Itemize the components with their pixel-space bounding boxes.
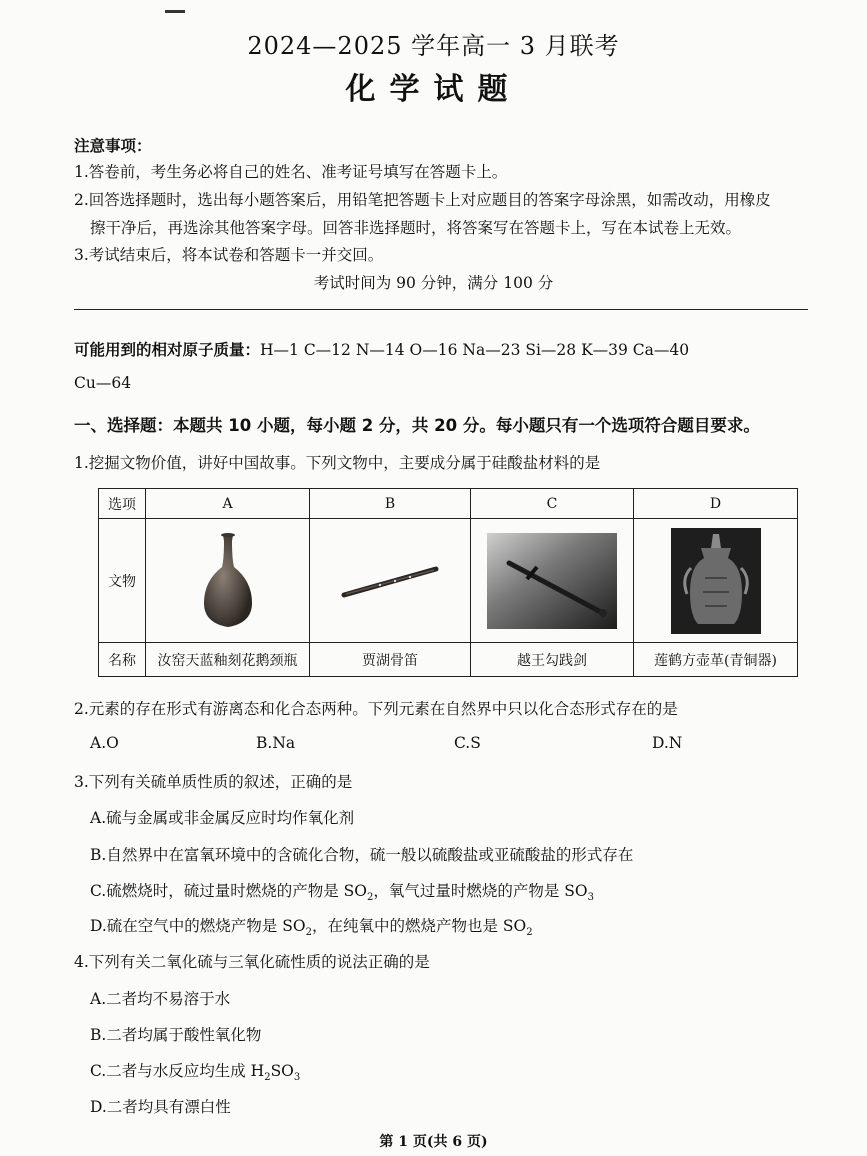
artifact-a-name: 汝窑天蓝釉刻花鹅颈瓶 xyxy=(146,643,310,677)
notice-item-1: 1.答卷前，考生务必将自己的姓名、准考证号填写在答题卡上。 xyxy=(74,163,508,181)
bone-flute-image xyxy=(340,561,440,601)
artifact-c-name: 越王勾践剑 xyxy=(471,643,634,677)
row-label-option: 选项 xyxy=(99,489,146,519)
q4-option-a: A.二者均不易溶于水 xyxy=(90,990,231,1008)
atomic-masses-values: H—1 C—12 N—14 O—16 Na—23 Si—28 K—39 Ca—40 xyxy=(260,341,690,359)
notice-item-3: 3.考试结束后，将本试卷和答题卡一并交回。 xyxy=(74,246,384,264)
q2-option-d: D.N xyxy=(652,734,683,752)
exam-time: 考试时间为 90 分钟，满分 100 分 xyxy=(313,274,554,292)
q4-option-c: C.二者与水反应均生成 $H_2SO_3$ xyxy=(90,1062,301,1084)
artifact-d-cell xyxy=(634,519,798,643)
vase-image xyxy=(198,531,258,631)
artifact-b-name: 贾湖骨笛 xyxy=(310,643,471,677)
q4-option-d: D.二者均具有漂白性 xyxy=(90,1098,231,1116)
option-c-header: C xyxy=(471,489,634,519)
q3-stem: 3.下列有关硫单质性质的叙述，正确的是 xyxy=(74,773,353,791)
bronze-pot-image xyxy=(671,528,761,634)
artifact-d-name: 莲鹤方壶革(青铜器) xyxy=(634,643,798,677)
q2-option-c: C.S xyxy=(454,734,481,752)
q3-option-d: D.硫在空气中的燃烧产物是 $SO_2$，在纯氧中的燃烧产物也是 $SO_2$ xyxy=(90,917,533,939)
notice-item-2-cont: 擦干净后，再选涂其他答案字母。回答非选择题时，将答案写在答题卡上，写在本试卷上无效。 xyxy=(90,219,742,237)
q3-option-c: C.硫燃烧时，硫过量时燃烧的产物是 $SO_2$，氧气过量时燃烧的产物是 $SO_3$ xyxy=(90,882,595,904)
option-b-header: B xyxy=(310,489,471,519)
subject-title: 化学试题 xyxy=(345,72,522,107)
sword-image xyxy=(487,533,617,629)
q1-stem: 1.挖掘文物价值，讲好中国故事。下列文物中，主要成分属于硅酸盐材料的是 xyxy=(74,454,601,472)
q4-option-b: B.二者均属于酸性氧化物 xyxy=(90,1026,262,1044)
row-label-name: 名称 xyxy=(99,643,146,677)
option-a-header: A xyxy=(146,489,310,519)
exam-title: 2024—2025 学年高一 3 月联考 xyxy=(247,32,620,60)
atomic-masses-cont: Cu—64 xyxy=(74,374,132,392)
q2-option-a: A.O xyxy=(90,734,119,752)
q3-option-b: B.自然界中在富氧环境中的含硫化合物，硫一般以硫酸盐或亚硫酸盐的形式存在 xyxy=(90,846,634,864)
q2-option-b: B.Na xyxy=(256,734,296,752)
q2-stem: 2.元素的存在形式有游离态和化合态两种。下列元素在自然界中只以化合态形式存在的是 xyxy=(74,700,678,718)
q4-stem: 4.下列有关二氧化硫与三氧化硫性质的说法正确的是 xyxy=(74,953,430,971)
notice-heading: 注意事项： xyxy=(74,137,152,155)
artifact-b-cell xyxy=(310,519,471,643)
option-d-header: D xyxy=(634,489,798,519)
artifact-a-cell xyxy=(146,519,310,643)
atomic-masses-label: 可能用到的相对原子质量： xyxy=(74,341,261,359)
notice-item-2: 2.回答选择题时，选出每小题答案后，用铅笔把答题卡上对应题目的答案字母涂黑，如需改动，用橡皮 xyxy=(74,191,771,209)
page-footer: 第 1 页(共 6 页) xyxy=(379,1134,488,1150)
artifact-c-cell xyxy=(471,519,634,643)
artifact-table xyxy=(98,488,798,677)
row-label-item: 文物 xyxy=(99,519,146,643)
atomic-masses xyxy=(74,338,689,360)
scan-mark xyxy=(165,10,185,13)
divider xyxy=(74,309,808,310)
section-heading: 一、选择题：本题共 10 小题，每小题 2 分，共 20 分。每小题只有一个选项符合题目要求。 xyxy=(74,416,760,435)
q3-option-a: A.硫与金属或非金属反应时均作氧化剂 xyxy=(90,809,355,827)
